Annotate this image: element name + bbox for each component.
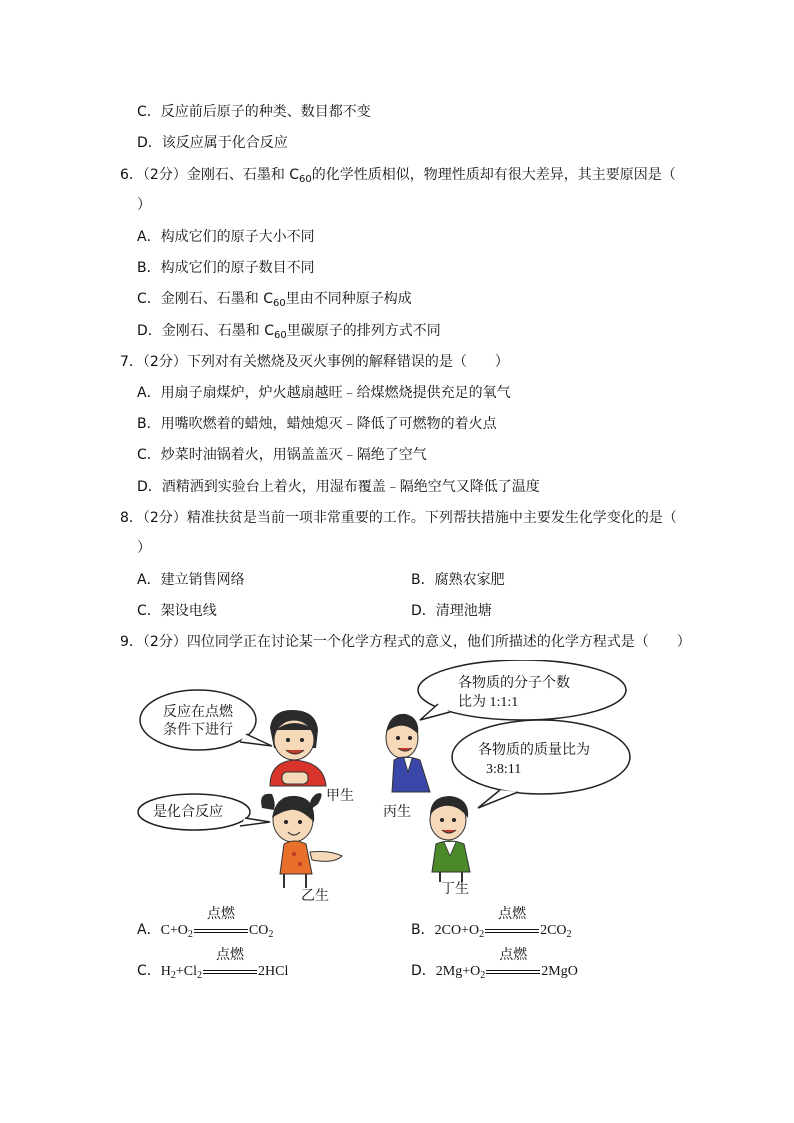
equals-bar-bottom	[194, 932, 248, 933]
label-ding: 丁生	[441, 881, 469, 897]
q6-stem-part1: 6．（2分）金刚石、石墨和 C	[120, 167, 300, 183]
q9-option-d-lhs: 2Mg+O	[435, 964, 481, 979]
q9-option-d-rhs: 2MgO	[541, 964, 578, 979]
q9-option-a-rhs: CO	[248, 923, 269, 938]
equals-bar-top	[203, 970, 257, 971]
reaction-condition	[203, 947, 257, 981]
q9-option-b-lhs: 2CO+O	[434, 923, 480, 938]
q7-option-a: A．用扇子扇煤炉，炉火越扇越旺﹣给煤燃烧提供充足的氧气	[137, 385, 511, 401]
bubble-yi: 是化合反应	[153, 804, 223, 820]
q9-option-a-lhs-sub: 2	[187, 929, 193, 940]
q6-stem-part2: 的化学性质相似，物理性质却有很大差异，其主要原因是（	[311, 167, 676, 183]
q6-option-c-sub: 60	[273, 298, 286, 309]
q9-option-d-letter: D．	[411, 963, 436, 979]
q9-option-c-lhs-sub2: 2	[197, 970, 203, 981]
q9-option-b	[411, 906, 572, 945]
student-jia-figure	[270, 710, 326, 786]
q9-option-d	[411, 947, 578, 986]
q9-option-b-lhs-sub: 2	[479, 929, 485, 940]
q6-stem	[120, 165, 676, 190]
q9-option-a-letter: A．	[137, 922, 161, 938]
q9-option-b-rhs-sub: 2	[566, 929, 572, 940]
q7-stem: 7．（2分）下列对有关燃烧及灭火事例的解释错误的是（ ）	[120, 354, 509, 370]
q9-option-d-lhs-sub: 2	[480, 970, 486, 981]
bubble-jia-line2: 条件下进行	[163, 722, 233, 738]
equals-bar-top	[485, 929, 539, 930]
student-ding-figure	[430, 796, 470, 882]
q6-option-d	[137, 321, 441, 346]
reaction-condition-text: 点燃	[206, 906, 235, 922]
label-yi: 乙生	[301, 888, 329, 904]
q8-stem: 8．（2分）精准扶贫是当前一项非常重要的工作。下列帮扶措施中主要发生化学变化的是（	[120, 510, 677, 526]
q8-stem-close: ）	[137, 540, 151, 556]
bubble-jia-line1: 反应在点燃	[163, 704, 233, 720]
q6-stem-close: ）	[137, 197, 151, 213]
reaction-condition	[485, 906, 539, 940]
speech-bubble-ding	[452, 720, 630, 808]
student-yi-figure	[261, 793, 342, 888]
reaction-condition	[194, 906, 248, 940]
q8-option-d: D．清理池塘	[411, 603, 492, 619]
equals-bar-bottom	[485, 932, 539, 933]
reaction-condition-text: 点燃	[498, 906, 527, 922]
q8-option-a: A．建立销售网络	[137, 572, 245, 588]
q5-option-c: C．反应前后原子的种类、数目都不变	[137, 104, 371, 120]
q7-option-b: B．用嘴吹燃着的蜡烛，蜡烛熄灭﹣降低了可燃物的着火点	[137, 416, 497, 432]
reaction-condition-text: 点燃	[499, 947, 528, 963]
q9-stem: 9．（2分）四位同学正在讨论某一个化学方程式的意义，他们所描述的化学方程式是（ ）	[120, 634, 691, 650]
q6-option-b: B．构成它们的原子数目不同	[137, 260, 315, 276]
q6-option-c-part2: 里由不同种原子构成	[285, 291, 412, 307]
q9-option-c-rhs: 2HCl	[258, 964, 289, 979]
reaction-condition-text: 点燃	[216, 947, 245, 963]
q9-option-c-letter: C．	[137, 963, 161, 979]
q6-option-c-part1: C．金刚石、石墨和 C	[137, 291, 274, 307]
q6-option-d-part2: 里碳原子的排列方式不同	[286, 323, 441, 339]
student-bing-figure	[386, 714, 430, 792]
bubble-ding-line2: 3:8:11	[486, 762, 522, 777]
q9-option-b-letter: B．	[411, 922, 435, 938]
q6-stem-sub: 60	[299, 174, 312, 185]
equals-bar-bottom	[486, 973, 540, 974]
equals-bar-bottom	[203, 973, 257, 974]
label-bing: 丙生	[383, 804, 411, 820]
q7-option-c: C．炒菜时油锅着火，用锅盖盖灭﹣隔绝了空气	[137, 447, 427, 463]
bubble-bing-line2: 比为 1:1:1	[458, 695, 519, 710]
q7-option-d: D．酒精洒到实验台上着火，用湿布覆盖﹣隔绝空气又降低了温度	[137, 479, 540, 495]
q9-option-c-lhs-sub1: 2	[170, 970, 176, 981]
q9-option-b-rhs: 2CO	[540, 923, 567, 938]
q9-option-a-rhs-sub: 2	[268, 929, 274, 940]
q8-option-b: B．腐熟农家肥	[411, 572, 505, 588]
reaction-condition	[486, 947, 540, 981]
equals-bar-top	[486, 970, 540, 971]
q9-discussion-figure	[0, 660, 794, 900]
q9-option-a	[137, 906, 274, 945]
bubble-ding-line1: 各物质的质量比为	[478, 742, 590, 758]
equals-bar-top	[194, 929, 248, 930]
label-jia: 甲生	[326, 788, 354, 804]
q9-option-c-lhs-1: H	[160, 964, 171, 979]
q6-option-d-sub: 60	[274, 330, 287, 341]
q9-option-c	[137, 947, 289, 986]
q6-option-c	[137, 289, 412, 314]
bubble-bing-line1: 各物质的分子个数	[458, 675, 570, 691]
q5-option-d: D．该反应属于化合反应	[137, 135, 288, 151]
q6-option-a: A．构成它们的原子大小不同	[137, 229, 315, 245]
q9-option-a-lhs: C+O	[160, 923, 188, 938]
q9-option-c-lhs-2: +Cl	[175, 964, 198, 979]
q8-option-c: C．架设电线	[137, 603, 217, 619]
q6-option-d-part1: D．金刚石、石墨和 C	[137, 323, 275, 339]
